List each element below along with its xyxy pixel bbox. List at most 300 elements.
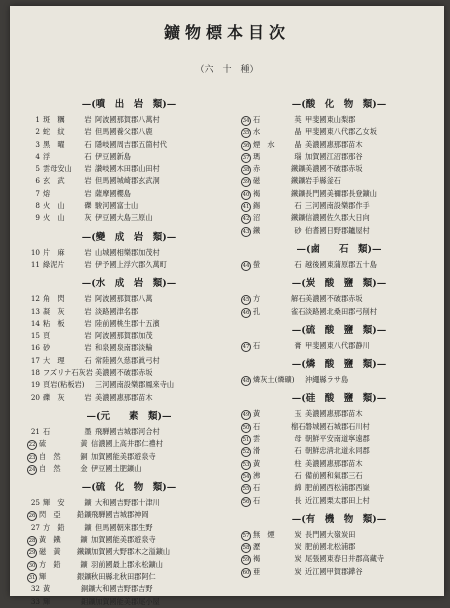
mineral-row (26, 212, 232, 224)
mineral-row (240, 445, 438, 457)
entry-number: 7 (35, 188, 40, 198)
entry-number: 4 (35, 151, 40, 161)
mineral-row (26, 200, 232, 212)
circled-number: 57 (242, 532, 250, 539)
locality: 駿河國富士山 (95, 201, 139, 211)
locality: 美濃國不破郡赤坂 (305, 164, 363, 174)
mineral-row (26, 583, 232, 595)
circled-number: 60 (242, 569, 250, 576)
mineral-type (81, 379, 95, 391)
mineral-name: 赤 (253, 164, 261, 174)
mineral-name: 閃 亞 (39, 510, 61, 520)
section-heading: —(有 機 物 類)— (291, 513, 387, 525)
locality: 美濃國不破郡赤坂 (95, 368, 153, 378)
locality: 美濃國惠那郡苗木 (305, 139, 363, 149)
mineral-type: 瑙 (294, 151, 302, 161)
page-subtitle: （六 十 種） (195, 65, 259, 75)
locality: 三河國南設樂郡鳳來寺山 (95, 380, 175, 390)
circled-number: 39 (242, 179, 250, 186)
entry-number: 19 (30, 380, 40, 390)
mineral-type: 鐵鑛 (77, 547, 92, 557)
mineral-type: 灰 (84, 213, 92, 223)
entry-number: 25 (30, 498, 40, 508)
mineral-name: 砂 (43, 343, 51, 353)
mineral-type: 銅鑛 (81, 584, 96, 594)
entry-number: 8 (35, 201, 40, 211)
mineral-type: 鑛 (84, 498, 92, 508)
mineral-row (240, 212, 438, 224)
mineral-type: 榴石 (291, 421, 306, 431)
mineral-type: 黃 (80, 439, 88, 449)
locality: 美濃國惠那郡苗木 (305, 409, 363, 419)
locality: 岩手縣釜石 (305, 176, 341, 186)
mineral-type: 炭 (294, 566, 302, 576)
circled-number: 52 (242, 449, 250, 456)
mineral-type: 銀鑛 (77, 571, 92, 581)
mineral-row (26, 151, 232, 163)
mineral-type: 鐵鑛 (291, 188, 306, 198)
mineral-type: 岩 (84, 176, 92, 186)
circled-number: 31 (28, 574, 36, 581)
locality: 伊豆國大島三原山 (95, 213, 153, 223)
entry-number: 33 (30, 596, 40, 606)
mineral-type: 岩 (84, 247, 92, 257)
locality: 近江國栗太郡田上村 (305, 495, 370, 505)
circled-number: 58 (242, 545, 250, 552)
mineral-type: 膏 (294, 340, 302, 350)
locality: 越後國東蒲原郡五十島 (305, 259, 377, 269)
locality: 但馬國養父郡八鹿 (95, 127, 153, 137)
section-heading: —(酸 化 物 類)— (291, 99, 387, 110)
locality: 備前國和氣郡三石 (305, 470, 363, 480)
mineral-name: 石 (253, 421, 261, 431)
locality: 加賀國江沼郡那谷 (305, 151, 363, 161)
mineral-name: 石 (253, 495, 261, 505)
entry-number: 16 (30, 343, 40, 353)
circled-number: 51 (242, 437, 250, 444)
mineral-name: 燐灰土(燐礦) (253, 375, 295, 385)
locality: 磐城國石城郡石川村 (305, 421, 370, 431)
mineral-type: 石 (294, 201, 302, 211)
mineral-type: 鐵鑛 (291, 213, 306, 223)
entry-number: 6 (35, 176, 40, 186)
locality: 沖繩縣ラサ島 (305, 375, 349, 385)
mineral-row (26, 114, 232, 126)
locality: 長門國大嶺炭田 (305, 529, 356, 539)
mineral-type: 岩 (84, 164, 92, 174)
mineral-type: 解石 (291, 294, 306, 304)
locality: 淡路國北桑田郡弓削村 (305, 306, 377, 316)
mineral-name: 方 鉛 (39, 559, 61, 569)
mineral-name: 螢 (253, 259, 261, 269)
mineral-name: 頁岩(粘板岩) (43, 380, 85, 390)
mineral-row (26, 355, 232, 367)
mineral-type: 炭 (294, 542, 302, 552)
mineral-name: 雲母安山 (43, 164, 72, 174)
mineral-name: 滑 (253, 446, 261, 456)
locality: 隱岐國周吉郡五箇村代 (95, 139, 167, 149)
mineral-row (26, 438, 232, 450)
locality: 甲斐國東山梨郡 (305, 115, 356, 124)
mineral-row (26, 534, 232, 546)
entry-number: 21 (30, 426, 40, 436)
mineral-row (240, 200, 438, 212)
mineral-name: 浮 (43, 151, 51, 161)
mineral-row (240, 566, 438, 578)
mineral-row (26, 546, 232, 558)
mineral-type: 石 (294, 470, 302, 480)
mineral-name: 黑 曜 (43, 139, 65, 149)
mineral-name: 雲 (253, 434, 261, 444)
mineral-name: 無 煙 (253, 529, 275, 539)
mineral-row (26, 451, 232, 463)
mineral-name: 粘 板 (43, 318, 65, 328)
mineral-name: 綠泥片 (43, 259, 65, 269)
mineral-type: 鑛 (80, 559, 88, 569)
circled-number: 59 (242, 557, 250, 564)
mineral-type (291, 374, 305, 386)
mineral-name: 錫 (253, 201, 261, 211)
mineral-name: 褐 (253, 188, 261, 198)
entry-number: 32 (30, 584, 40, 594)
mineral-type: 母 (294, 434, 302, 444)
locality: 信濃國上高井郡仁禮村 (91, 439, 163, 449)
mineral-row (240, 340, 438, 352)
mineral-row (240, 541, 438, 553)
mineral-name: 方 鉛 (43, 522, 65, 532)
locality: 飛騨國吉城郡神岡 (91, 510, 149, 520)
mineral-row (26, 463, 232, 475)
entry-number: 3 (35, 139, 40, 149)
mineral-name: 輝 安 (43, 498, 65, 508)
locality: 伊豆國土肥鑛山 (91, 463, 142, 473)
mineral-type: 石 (294, 446, 302, 456)
mineral-name: 斑 糲 (43, 115, 65, 124)
mineral-type: 英 (294, 115, 302, 124)
mineral-type: 鐵鑛 (291, 164, 306, 174)
section-heading: —(燐 酸 鹽 類)— (291, 359, 387, 371)
mineral-row (26, 259, 232, 271)
entry-number: 10 (30, 247, 40, 257)
mineral-type: 砂 (294, 225, 302, 235)
mineral-name: 褐 (253, 554, 261, 564)
mineral-row (240, 139, 438, 151)
locality: 加賀國能美郡尾小屋 (95, 596, 160, 606)
mineral-name: 自 然 (39, 463, 61, 473)
mineral-name: 沸 (253, 470, 261, 480)
mineral-row (240, 259, 438, 271)
circled-number: 45 (242, 297, 250, 304)
mineral-row (26, 175, 232, 187)
mineral-name: 玄 武 (43, 176, 65, 186)
mineral-row (240, 175, 438, 187)
mineral-name: 石 (253, 115, 261, 124)
mineral-type: 岩 (84, 343, 92, 353)
mineral-name: 硫 (39, 439, 47, 449)
mineral-name: 黃 (43, 584, 51, 594)
locality: 阿波國那賀郡八萬 (95, 294, 153, 304)
locality: 加賀國大野郡木之溢鑛山 (91, 547, 171, 557)
section-heading: —(硅 酸 鹽 類)— (291, 393, 387, 405)
circled-number: 54 (242, 473, 250, 480)
mineral-name: 磁 (253, 176, 261, 186)
entry-number: 12 (30, 294, 40, 304)
mineral-type: 晶 (294, 127, 302, 137)
entry-number: 20 (30, 392, 40, 402)
mineral-type: 鑛 (84, 522, 92, 532)
mineral-row (240, 470, 438, 482)
mineral-row (26, 596, 232, 608)
entry-number: 1 (35, 115, 40, 124)
locality: 薩摩國櫻島 (95, 188, 131, 198)
entry-number: 17 (30, 355, 40, 365)
locality: 尾張國東春日井郡高藏寺 (305, 554, 385, 564)
mineral-row (26, 330, 232, 342)
mineral-name: 水 (253, 127, 261, 137)
circled-number: 42 (242, 216, 250, 223)
locality: 阿波國那賀郡加茂 (95, 331, 153, 341)
section-heading: —(水 成 岩 類)— (81, 278, 177, 290)
locality: 讃岐國木田郡山田村 (95, 164, 160, 174)
mineral-type: 鉛鑛 (77, 510, 92, 520)
mineral-name: 黃 (253, 409, 261, 419)
circled-number: 41 (242, 204, 250, 211)
locality: 美濃國惠那郡苗木 (305, 458, 363, 468)
mineral-name: 瀝 (253, 542, 261, 552)
mineral-row (240, 529, 438, 541)
locality: 肥前國北松浦郡 (305, 542, 356, 552)
mineral-row (26, 188, 232, 200)
mineral-row (240, 421, 438, 433)
mineral-name: 石 (43, 426, 51, 436)
mineral-row (240, 293, 438, 305)
mineral-row (240, 458, 438, 470)
mineral-type: 鉬鑛 (81, 596, 96, 606)
mineral-type: 石 (84, 139, 92, 149)
mineral-name: 輝 (43, 596, 51, 606)
mineral-type: 礫 (84, 201, 92, 211)
mineral-type: 墨 (84, 426, 92, 436)
circled-number: 44 (242, 262, 250, 269)
locality: 但馬國城崎郡玄武洞 (95, 176, 160, 186)
circled-number: 29 (28, 550, 36, 557)
mineral-row (240, 126, 438, 138)
mineral-name: フズリナ石灰岩 (43, 368, 93, 378)
mineral-row (240, 408, 438, 420)
mineral-name: 鐵 (253, 225, 261, 235)
mineral-row (240, 163, 438, 175)
mineral-name: 片 麻 (43, 247, 65, 257)
section-heading: —(硫 化 物 類)— (81, 482, 177, 494)
locality: 三河國南設樂郡作手 (305, 201, 370, 211)
mineral-name: 黃 (253, 458, 261, 468)
mineral-row (240, 225, 438, 237)
mineral-type: 岩 (84, 127, 92, 137)
mineral-name: 黃 鐵 (39, 535, 61, 545)
mineral-row (26, 426, 232, 438)
left-column (26, 92, 232, 606)
entry-number: 14 (30, 318, 40, 328)
circled-number: 38 (242, 167, 250, 174)
entry-number: 15 (30, 331, 40, 341)
mineral-name: 輝 (39, 571, 47, 581)
mineral-name: 礫 灰 (43, 392, 65, 402)
section-heading: —(變 成 岩 類)— (81, 231, 177, 243)
mineral-row (26, 293, 232, 305)
section-heading: —(元 素 類)— (86, 410, 172, 422)
mineral-name: 大 理 (43, 355, 65, 365)
circled-number: 34 (242, 118, 250, 124)
mineral-name: 石 (253, 483, 261, 493)
locality: 甲斐國東八代郡乙女坂 (305, 127, 377, 137)
circled-number: 48 (242, 378, 250, 385)
locality: 陸前國桃生郡十五濱 (95, 318, 160, 328)
mineral-row (240, 188, 438, 200)
mineral-type: 岩 (84, 294, 92, 304)
circled-number: 55 (242, 486, 250, 493)
mineral-type: 玉 (294, 409, 302, 419)
mineral-row (26, 392, 232, 404)
locality: 美濃國惠那郡苗木 (95, 392, 153, 402)
mineral-row (26, 247, 232, 259)
circled-number: 36 (242, 142, 250, 149)
mineral-row (240, 306, 438, 318)
locality: 大和國吉野郡十津川 (95, 498, 160, 508)
mineral-row (26, 379, 232, 391)
mineral-name: 凝 灰 (43, 306, 65, 316)
circled-number: 26 (28, 513, 36, 520)
mineral-type: 鑛 (80, 535, 88, 545)
locality: 淡路國津名郡 (95, 306, 139, 316)
circled-number: 53 (242, 461, 250, 468)
mineral-name: 角 閃 (43, 294, 65, 304)
mineral-name: 火 山 (43, 213, 65, 223)
mineral-row (26, 571, 232, 583)
mineral-type: 岩 (84, 331, 92, 341)
mineral-row (240, 433, 438, 445)
right-column (240, 92, 438, 590)
mineral-name: 熔 (43, 188, 51, 198)
mineral-type: 石 (294, 259, 302, 269)
locality: 羽前國最上郡永松鑛山 (91, 559, 163, 569)
locality: 朝鮮忠淸北道永同郡 (305, 446, 370, 456)
locality: 大和國吉野郡吉野 (95, 584, 153, 594)
mineral-row (240, 482, 438, 494)
mineral-name: 瑪 (253, 151, 261, 161)
mineral-type: 岩 (84, 259, 92, 269)
circled-number: 28 (28, 538, 36, 545)
mineral-type (81, 367, 95, 379)
section-heading: —(硫 酸 鹽 類)— (291, 324, 387, 336)
mineral-row (26, 126, 232, 138)
mineral-type: 石 (84, 355, 92, 365)
mineral-type: 金 (80, 463, 88, 473)
mineral-type: 銅 (80, 451, 88, 461)
locality: 山城國相樂郡加茂村 (95, 247, 160, 257)
mineral-row (26, 509, 232, 521)
circled-number: 49 (242, 412, 250, 419)
circled-number: 56 (242, 498, 250, 505)
locality: 常陸國久慈郡眞弓村 (95, 355, 160, 365)
locality: 美濃國不破郡赤坂 (305, 294, 363, 304)
locality: 伯耆國日野郡鑪屋村 (305, 225, 370, 235)
locality: 近江國甲賀郡鏵谷 (305, 566, 363, 576)
mineral-name: 磁 黃 (39, 547, 61, 557)
circled-number: 46 (242, 309, 250, 316)
mineral-type: 岩 (84, 115, 92, 124)
mineral-row (26, 497, 232, 509)
mineral-type: 鐵鑛 (291, 176, 306, 186)
mineral-type: 綿 (294, 483, 302, 493)
circled-number: 35 (242, 130, 250, 137)
mineral-name: 火 山 (43, 201, 65, 211)
locality: 伊豆國新島 (95, 151, 131, 161)
locality: 和泉國泉南郡淡輪 (95, 343, 153, 353)
mineral-name: 沼 (253, 213, 261, 223)
mineral-type: 石 (84, 151, 92, 161)
mineral-name: 孔 (253, 306, 261, 316)
mineral-type: 岩 (84, 306, 92, 316)
circled-number: 43 (242, 228, 250, 235)
mineral-name: 亜 (253, 566, 261, 576)
mineral-type: 炭 (294, 529, 302, 539)
mineral-type: 岩 (84, 318, 92, 328)
mineral-type: 長 (294, 495, 302, 505)
mineral-row (240, 374, 438, 386)
mineral-row (26, 522, 232, 534)
locality: 加賀國能美郡遊泉寺 (91, 451, 156, 461)
locality: 朝鮮平安南道寧遠郡 (305, 434, 370, 444)
circled-number: 40 (242, 191, 250, 198)
entry-number: 9 (35, 213, 40, 223)
locality: 飛騨國吉城郡河合村 (95, 426, 160, 436)
mineral-name: 煙 水 (253, 139, 275, 149)
mineral-row (26, 163, 232, 175)
mineral-name: 頁 (43, 331, 51, 341)
circled-number: 37 (242, 154, 250, 161)
circled-number: 23 (28, 454, 36, 461)
circled-number: 24 (28, 466, 36, 473)
circled-number: 30 (28, 562, 36, 569)
mineral-name: 石 (253, 340, 261, 350)
mineral-row (26, 318, 232, 330)
entry-number: 11 (30, 259, 40, 269)
locality: 伊予國上浮穴郡久萬町 (95, 259, 167, 269)
mineral-name: 蛇 紋 (43, 127, 65, 137)
locality: 甲斐國東八代郡静川 (305, 340, 370, 350)
mineral-row (26, 342, 232, 354)
locality: 但馬國朝來郡生野 (95, 522, 153, 532)
circled-number: 50 (242, 424, 250, 431)
mineral-type: 柱 (294, 458, 302, 468)
mineral-row (240, 114, 438, 126)
locality: 加賀國能美郡遊泉寺 (91, 535, 156, 545)
mineral-row (26, 559, 232, 571)
circled-number: 47 (242, 343, 250, 350)
entry-number: 27 (30, 522, 40, 532)
circled-number: 22 (28, 442, 36, 449)
locality: 阿波國那賀郡八萬村 (95, 115, 160, 124)
mineral-type: 炭 (294, 554, 302, 564)
section-heading: —(鹵 石 類)— (296, 243, 382, 255)
locality: 秋田縣北秋田郡阿仁 (91, 571, 156, 581)
entry-number: 2 (35, 127, 40, 137)
mineral-row (26, 306, 232, 318)
catalog-page (10, 6, 444, 606)
entry-number: 5 (35, 164, 40, 174)
mineral-name: 方 (253, 294, 261, 304)
mineral-row (26, 139, 232, 151)
